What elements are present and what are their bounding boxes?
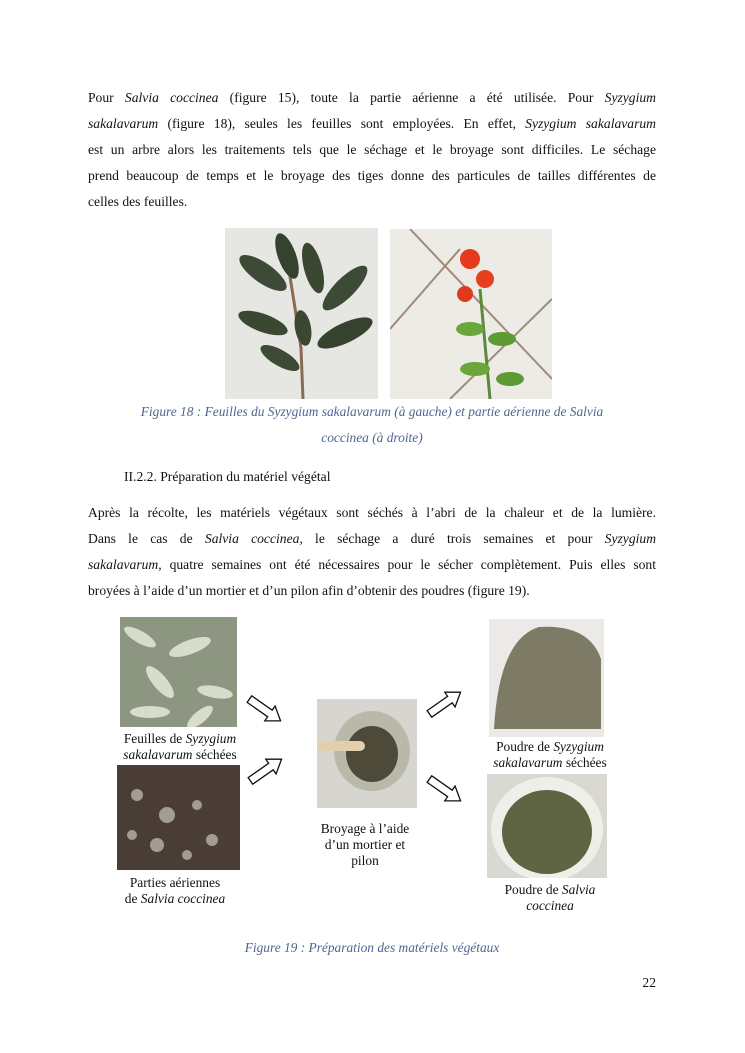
label-dried-leaves	[105, 731, 255, 763]
text-segment: Après la récolte, les matériels végétaux sont séchés à l’abri de la chaleur et de la lumière.	[88, 505, 656, 520]
italic-text: Syzygium	[604, 531, 657, 546]
text-segment: broyées à l’aide d’un mortier et d’un pilon afin d’obtenir des poudres (figure 19).	[88, 583, 530, 598]
italic-text: coccinea	[526, 898, 574, 913]
italic-text: sakalavarum	[88, 116, 159, 131]
italic-text: Salvia coccinea	[140, 891, 226, 906]
italic-text: Salvia coccinea,	[204, 531, 303, 546]
text-segment: séchées	[192, 747, 237, 762]
label-line	[475, 755, 625, 771]
label-line	[100, 891, 250, 907]
label-line	[105, 747, 255, 763]
text-line	[88, 163, 656, 189]
arrow-right-icon	[423, 770, 467, 809]
label-line	[300, 837, 430, 853]
text-segment: Broyage à l’aide	[320, 821, 410, 836]
italic-text: sakalavarum	[88, 557, 159, 572]
aerial-parts-photo	[117, 765, 240, 870]
text-line	[88, 85, 656, 111]
caption-line: Figure 18 : Feuilles du Syzygium sakalavarum (à gauche) et partie aérienne de Salvia	[140, 404, 604, 419]
text-segment: le séchage a duré trois semaines et pour	[302, 531, 605, 546]
text-segment: de	[124, 891, 141, 906]
syzygium-powder-photo	[489, 619, 604, 737]
caption-line: coccinea (à droite)	[321, 430, 423, 445]
text-segment: , quatre semaines ont été nécessaires pour le sécher complètement. Puis elles sont	[158, 557, 656, 572]
salvia-powder-photo	[487, 774, 607, 878]
italic-text: Salvia	[561, 882, 596, 897]
text-segment: (figure 15), toute la partie aérienne a été utilisée. Pour	[218, 90, 605, 105]
figure-18-caption	[88, 399, 656, 451]
text-segment: prend beaucoup de temps et le broyage des tiges donne des particules de tailles différentes de	[88, 168, 656, 183]
italic-text: Syzygium sakalavarum	[525, 116, 656, 131]
label-salvia-powder	[475, 882, 625, 914]
text-segment: Parties aériennes	[129, 875, 221, 890]
text-segment: d’un mortier et	[324, 837, 406, 852]
page-number: 22	[642, 975, 656, 990]
text-segment: pilon	[351, 853, 379, 868]
text-segment: Pour	[88, 90, 125, 105]
label-aerial-parts	[100, 875, 250, 907]
label-syzygium-powder	[475, 739, 625, 771]
paragraph-plant-parts	[88, 85, 656, 215]
section-heading: II.2.2. Préparation du matériel végétal	[124, 469, 331, 484]
text-line	[88, 552, 656, 578]
paragraph-preparation	[88, 500, 656, 604]
text-line	[88, 578, 656, 604]
syzygium-leaves-photo	[225, 228, 378, 399]
italic-text: Syzygium	[553, 739, 604, 754]
label-line	[475, 739, 625, 755]
label-line	[100, 875, 250, 891]
figure-19-caption: Figure 19 : Préparation des matériels végétaux	[244, 940, 500, 955]
label-line	[475, 882, 625, 898]
text-line	[88, 189, 656, 215]
italic-text: Salvia coccinea	[124, 90, 219, 105]
label-line	[105, 731, 255, 747]
italic-text: Syzygium	[604, 90, 656, 105]
text-line	[88, 526, 656, 552]
italic-text: Syzygium	[185, 731, 237, 746]
text-segment: Feuilles de	[123, 731, 186, 746]
arrow-right-icon	[423, 683, 467, 722]
mortar-pestle-photo	[317, 699, 417, 808]
italic-text: sakalavarum	[123, 747, 193, 762]
text-line	[88, 137, 656, 163]
text-segment: est un arbre alors les traitements tels que le séchage et le broyage sont difficiles. Le séchage	[88, 142, 656, 157]
label-line	[300, 821, 430, 837]
text-segment: Poudre de	[496, 739, 554, 754]
text-line	[88, 500, 656, 526]
text-line	[88, 111, 656, 137]
salvia-coccinea-photo	[390, 229, 552, 399]
text-segment: séchées	[562, 755, 607, 770]
label-line	[300, 853, 430, 869]
italic-text: sakalavarum	[493, 755, 563, 770]
arrow-right-icon	[243, 690, 287, 729]
text-segment: celles des feuilles.	[88, 194, 188, 209]
label-grinding	[300, 821, 430, 869]
text-segment: (figure 18), seules les feuilles sont employées. En effet,	[158, 116, 526, 131]
label-line	[475, 898, 625, 914]
text-segment: Poudre de	[504, 882, 562, 897]
dried-leaves-photo	[120, 617, 237, 727]
text-segment: Dans le cas de	[88, 531, 205, 546]
